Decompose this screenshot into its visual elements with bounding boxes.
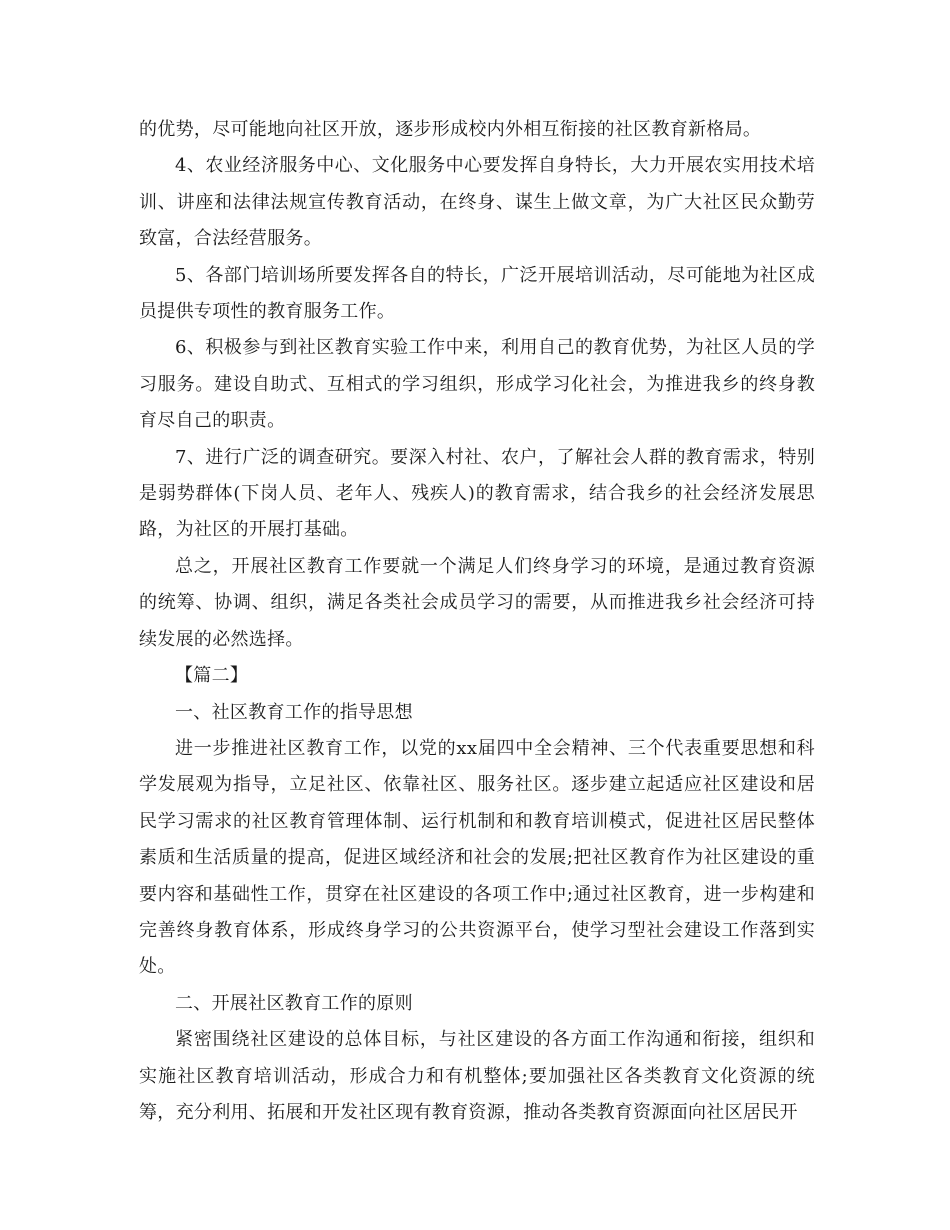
heading-guiding-ideology: 一、社区教育工作的指导思想 — [175, 701, 413, 723]
paragraph-guiding-ideology: 进一步推进社区教育工作，以党的xx届四中全会精神、三个代表重要思想和科学发展观为指导，立足社区、依靠社区、服务社区。逐步建立起适应社区建设和居民学习需求的社区教育管理体制、运行机制和和教育培训模式，促进社区居民整体素质和生活质量的提高，促进区域经济和社会的发展;把社区教育作为社区建设的重要内容和基础性工作，贯穿在社区建设的各项工作中;通过社区教育，进一步构建和完善终身教育体系，形成终身学习的公共资源平台，使学习型社会建设工作落到实处。 — [139, 737, 815, 978]
paragraph-continuation: 的优势，尽可能地向社区开放，逐步形成校内外相互衔接的社区教育新格局。 — [139, 119, 762, 140]
document-body — [139, 112, 815, 1131]
heading-principles: 二、开展社区教育工作的原则 — [175, 992, 413, 1014]
paragraph-principles: 紧密围绕社区建设的总体目标，与社区建设的各方面工作沟通和衔接，组织和实施社区教育培训活动，形成合力和有机整体;要加强社区各类教育文化资源的统筹，充分利用、拓展和开发社区现有教育资源，推动各类教育资源面向社区居民开 — [139, 1029, 815, 1123]
paragraph-item-4: 4、农业经济服务中心、文化服务中心要发挥自身特长，大力开展农实用技术培训、讲座和法律法规宣传教育活动，在终身、谋生上做文章，为广大社区民众勤劳致富，合法经营服务。 — [139, 155, 815, 250]
paragraph-summary: 总之，开展社区教育工作要就一个满足人们终身学习的环境，是通过教育资源的统筹、协调、组织，满足各类社会成员学习的需要，从而推进我乡社会经济可持续发展的必然选择。 — [139, 555, 815, 650]
paragraph-item-6: 6、积极参与到社区教育实验工作中来，利用自己的教育优势，为社区人员的学习服务。建设自助式、互相式的学习组织，形成学习化社会，为推进我乡的终身教育尽自己的职责。 — [139, 337, 815, 432]
section-label: 【篇二】 — [175, 665, 249, 687]
paragraph-item-5: 5、各部门培训场所要发挥各自的特长，广泛开展培训活动，尽可能地为社区成员提供专项性的教育服务工作。 — [139, 264, 815, 323]
paragraph-item-7: 7、进行广泛的调查研究。要深入村社、农户，了解社会人群的教育需求，特别是弱势群体(下岗人员、老年人、残疾人)的教育需求，结合我乡的社会经济发展思路，为社区的开展打基础。 — [139, 446, 815, 541]
